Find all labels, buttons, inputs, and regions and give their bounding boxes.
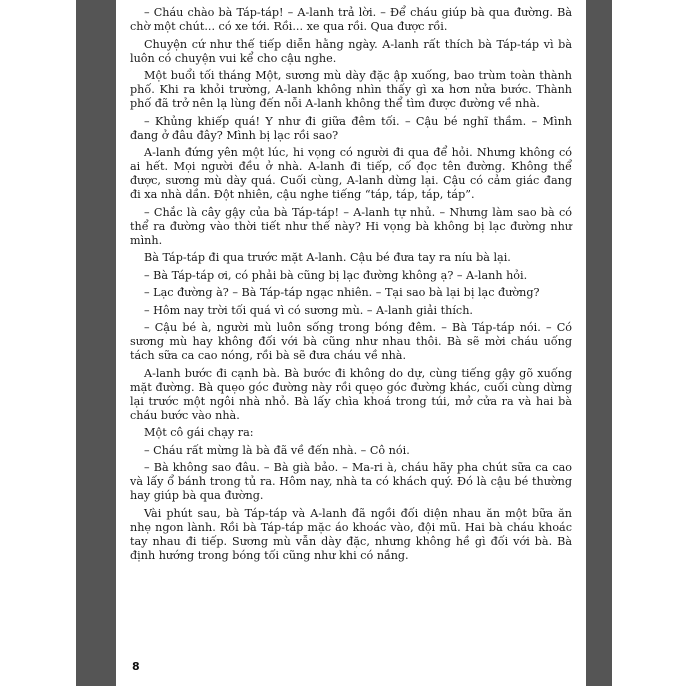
- paragraph: Vài phút sau, bà Táp-táp và A-lanh đã ngồi đối diện nhau ăn một bữa ăn nhẹ ngon lành. Rồi bà Táp-táp mặc áo khoác vào, đội mũ. Hai bà cháu khoác tay nhau đi tiếp. Sương mù vẫn dày đặc, nhưng không hề gì đối với bà. Bà định hướng trong bóng tối cũng như khi có nắng.: [130, 506, 572, 562]
- paragraph: Bà Táp-táp đi qua trước mặt A-lanh. Cậu bé đưa tay ra níu bà lại.: [144, 251, 511, 264]
- book-page: [116, 0, 586, 686]
- page-number: 8: [132, 660, 140, 673]
- paragraph: – Cháu rất mừng là bà đã về đến nhà. – Cô nói.: [144, 443, 410, 457]
- paragraph: A-lanh đứng yên một lúc, hi vọng có người đi qua để hỏi. Nhưng không có ai hết. Mọi người đều ở nhà. A-lanh đi tiếp, cố đọc tên đường. Không thể được, sương mù dày quá. Cuối cùng, A-lanh dừng lại. Cậu có cảm giác đang đi xa nhà dần. Đột nhiên, cậu nghe tiếng “táp, táp, táp, táp”.: [130, 146, 572, 201]
- paragraph: – Khủng khiếp quá! Y như đi giữa đêm tối. – Cậu bé nghĩ thầm. – Mình đang ở đâu đây? Mình bị lạc rồi sao?: [130, 114, 572, 142]
- left-frame-border: [76, 0, 116, 686]
- paragraph: – Cậu bé à, người mù luôn sống trong bóng đêm. – Bà Táp-táp nói. – Có sương mù hay không đối với bà cũng như nhau thôi. Bà sẽ mời cháu uống tách sữa ca cao nóng, rồi bà sẽ đưa cháu về nhà.: [130, 321, 572, 362]
- paragraph: – Bà Táp-táp ơi, có phải bà cũng bị lạc đường không ạ? – A-lanh hỏi.: [144, 268, 528, 282]
- paragraph: A-lanh bước đi cạnh bà. Bà bước đi không do dự, cùng tiếng gậy gõ xuống mặt đường. Bà quẹo góc đường này rồi quẹo góc đường khác, cuối cùng dừng lại trước một ngôi nhà nhỏ. Bà lấy chìa khoá trong túi, mở cửa ra và hai bà cháu bước vào nhà.: [130, 366, 572, 422]
- paragraph: Một cô gái chạy ra:: [144, 426, 254, 439]
- paragraph: – Bà không sao đâu. – Bà già bảo. – Ma-ri à, cháu hãy pha chút sữa ca cao và lấy ổ bánh trong tủ ra. Hôm nay, nhà ta có khách quý. Đó là cậu bé thường hay giúp bà qua đường.: [130, 461, 572, 502]
- paragraph: – Lạc đường à? – Bà Táp-táp ngạc nhiên. – Tại sao bà lại bị lạc đường?: [144, 286, 540, 299]
- right-frame-border: [586, 0, 612, 686]
- paragraph: Một buổi tối tháng Một, sương mù dày đặc ập xuống, bao trùm toàn thành phố. Khi ra khỏi trường, A-lanh không nhìn thấy gì xa hơn nửa bước. Thành phố đã trở nên lạ lùng đến nỗi A-lanh không thể tìm được đường về nhà.: [130, 69, 572, 110]
- paragraph: – Hôm nay trời tối quá vì có sương mù. – A-lanh giải thích.: [144, 303, 473, 317]
- page-text: [130, 6, 572, 566]
- paragraph: – Cháu chào bà Táp-táp! – A-lanh trả lời. – Để cháu giúp bà qua đường. Bà chờ một chút... có xe tới. Rồi... xe qua rồi. Qua được rồi.: [130, 6, 572, 33]
- paragraph: – Chắc là cây gậy của bà Táp-táp! – A-lanh tự nhủ. – Nhưng làm sao bà có thể ra đường vào thời tiết như thế này? Hi vọng bà không bị lạc đường như mình.: [130, 205, 572, 247]
- paragraph: Chuyện cứ như thế tiếp diễn hằng ngày. A-lanh rất thích bà Táp-táp vì bà luôn có chuyện vui kể cho cậu nghe.: [130, 37, 572, 65]
